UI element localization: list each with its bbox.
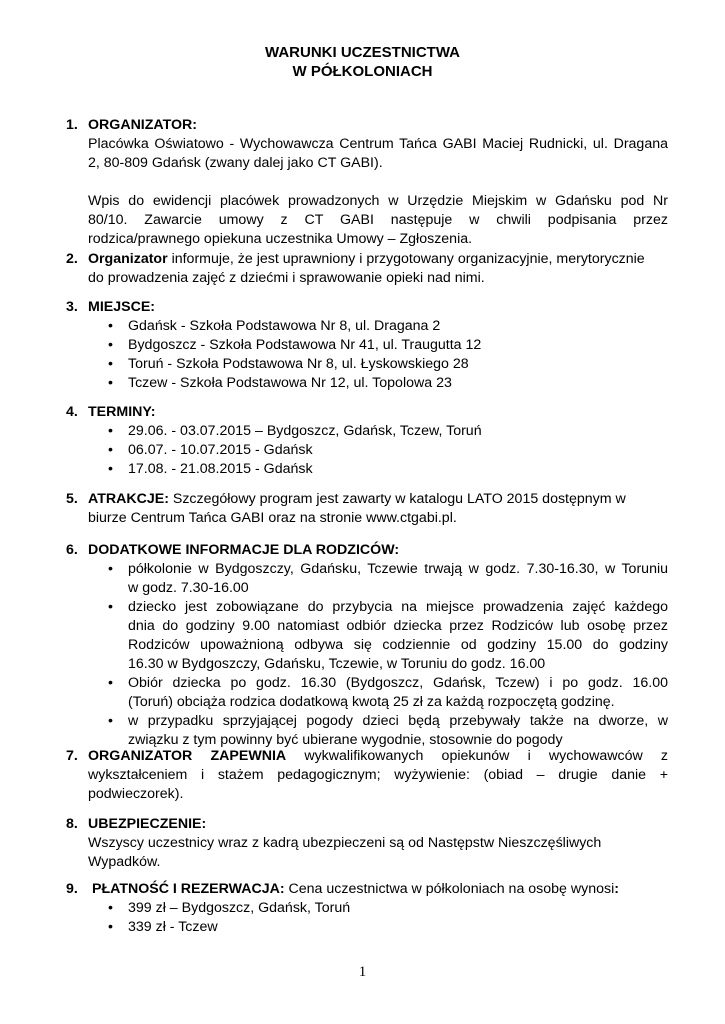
section-heading: MIEJSCE: [88, 299, 156, 315]
section-heading: ORGANIZATOR ZAPEWNIA [88, 748, 287, 764]
list-item: • 339 zł - Tczew [108, 919, 218, 935]
paragraph-line: do prowadzenia zajęć z dziećmi i sprawowanie opieki nad nimi. [88, 270, 485, 286]
bullet-icon: • [108, 900, 113, 916]
section-heading: Organizator [88, 251, 168, 267]
bullet-icon: • [108, 919, 113, 935]
section-miejsce [66, 298, 668, 393]
paragraph-line: Placówka Oświatowo - Wychowawcza Centrum Tańca GABI Maciej Rudnicki, ul. Dragana [88, 136, 668, 152]
list-item: • dziecko jest zobowiązane do przybycia na miejsce prowadzenia zajęć każdego dnia do godziny 9.00 natomiast odbiór dziecka przez Rodziców lub osobę przez Rodziców upoważnioną odbywa się codziennie od godziny 15.00 do godziny 16.30 w Bydgoszczy, Gdańsku, Tczewie, w Toruniu do godz. 16.00 [108, 599, 668, 672]
paragraph-line: wykształceniem i stażem pedagogicznym; wyżywienie: (obiad – drugie danie + [88, 767, 668, 783]
section-text: Cena uczestnictwa w półkoloniach na osobę wynosi [284, 881, 615, 897]
section-number: 5. [66, 491, 78, 507]
bullet-icon: • [108, 599, 113, 615]
section-number: 1. [66, 117, 78, 133]
paragraph-line: 80/10. Zawarcie umowy z CT GABI następuje w chwili podpisania przez [88, 212, 668, 228]
list-item: • Obiór dziecka po godz. 16.30 (Bydgoszcz, Gdańsk, Tczew) i po godz. 16.00 (Toruń) obciąża rodzica dodatkową kwotą 25 zł za każdą rozpoczętą godzinę. [108, 675, 668, 710]
paragraph-line: biurze Centrum Tańca GABI oraz na stronie www.ctgabi.pl. [88, 510, 457, 526]
paragraph-line: podwieczorek). [88, 786, 184, 802]
section-organizator-zapewnia [66, 747, 668, 804]
section-number: 6. [66, 542, 78, 558]
section-number: 2. [66, 251, 78, 267]
title-line-1: WARUNKI UCZESTNICTWA [265, 44, 460, 61]
paragraph-line: Wypadków. [88, 854, 161, 870]
bullet-icon: • [108, 318, 113, 334]
section-text: informuje, że jest uprawniony i przygotowany organizacyjnie, merytorycznie [167, 251, 645, 267]
section-atrakcje [66, 490, 668, 528]
section-number: 8. [66, 816, 78, 832]
section-organizator-info [66, 250, 668, 288]
section-number: 9. [66, 881, 78, 897]
section-number: 7. [66, 748, 78, 764]
bullet-icon: • [108, 337, 113, 353]
section-platnosc: 9. PŁATNOŚĆ I REZERWACJA: Cena uczestnictwa w półkoloniach na osobę wynosi: • 399 zł – Bydgoszcz, Gdańsk, Toruń • 339 zł - Tczew [66, 880, 668, 937]
section-heading: PŁATNOŚĆ I REZERWACJA: [92, 881, 285, 897]
bullet-icon: • [108, 461, 113, 477]
title-line-2: W PÓŁKOLONIACH [292, 63, 433, 80]
paragraph-line: Wpis do ewidencji placówek prowadzonych w Urzędzie Miejskim w Gdańsku pod Nr [88, 193, 668, 209]
section-organizator [66, 116, 668, 249]
list-item: • w przypadku sprzyjającej pogody dzieci będą przebywały także na dworze, w związku z tym powinny być ubierane wygodnie, stosownie do pogody [108, 713, 668, 748]
section-heading: TERMINY: [88, 404, 156, 420]
list-item: • 17.08. - 21.08.2015 - Gdańsk [108, 461, 313, 477]
list-item: • 399 zł – Bydgoszcz, Gdańsk, Toruń [108, 900, 351, 916]
bullet-icon: • [108, 423, 113, 439]
page-number: 1 [358, 964, 367, 980]
bullet-icon: • [108, 675, 113, 691]
bullet-icon: • [108, 713, 113, 729]
section-heading: ATRAKCJE: [88, 491, 169, 507]
list-item: • Gdańsk - Szkoła Podstawowa Nr 8, ul. Dragana 2 [108, 318, 441, 334]
bullet-icon: • [108, 561, 113, 577]
section-text: Szczegółowy program jest zawarty w katalogu LATO 2015 dostępnym w [168, 491, 626, 507]
section-heading: DODATKOWE INFORMACJE DLA RODZICÓW: [88, 542, 400, 558]
section-text: wykwalifikowanych opiekunów i wychowawców z [286, 748, 668, 764]
section-dodatkowe-informacje [66, 541, 668, 750]
list-item: • Bydgoszcz - Szkoła Podstawowa Nr 41, ul. Traugutta 12 [108, 337, 482, 353]
list-item: • półkolonie w Bydgoszczy, Gdańsku, Tczewie trwają w godz. 7.30-16.30, w Toruniu w godz. 7.30-16.00 [108, 561, 668, 596]
section-ubezpieczenie [66, 815, 668, 872]
paragraph-line: 2, 80-809 Gdańsk (zwany dalej jako CT GABI). [88, 155, 383, 171]
section-number: 4. [66, 404, 78, 420]
section-heading: ORGANIZATOR: [88, 117, 198, 133]
list-item: • 06.07. - 10.07.2015 - Gdańsk [108, 442, 313, 458]
list-item: • Tczew - Szkoła Podstawowa Nr 12, ul. Topolowa 23 [108, 375, 452, 391]
bullet-icon: • [108, 356, 113, 372]
section-terminy [66, 403, 668, 479]
list-item: • 29.06. - 03.07.2015 – Bydgoszcz, Gdańsk, Tczew, Toruń [108, 423, 482, 439]
list-item: • Toruń - Szkoła Podstawowa Nr 8, ul. Łyskowskiego 28 [108, 356, 469, 372]
document-title [0, 43, 725, 81]
bullet-icon: • [108, 442, 113, 458]
paragraph-line: rodzica/prawnego opiekuna uczestnika Umowy – Zgłoszenia. [88, 231, 473, 247]
section-heading: UBEZPIECZENIE: [88, 816, 207, 832]
paragraph-line: Wszyscy uczestnicy wraz z kadrą ubezpieczeni są od Następstw Nieszczęśliwych [88, 835, 602, 851]
bullet-icon: • [108, 375, 113, 391]
section-number: 3. [66, 299, 78, 315]
